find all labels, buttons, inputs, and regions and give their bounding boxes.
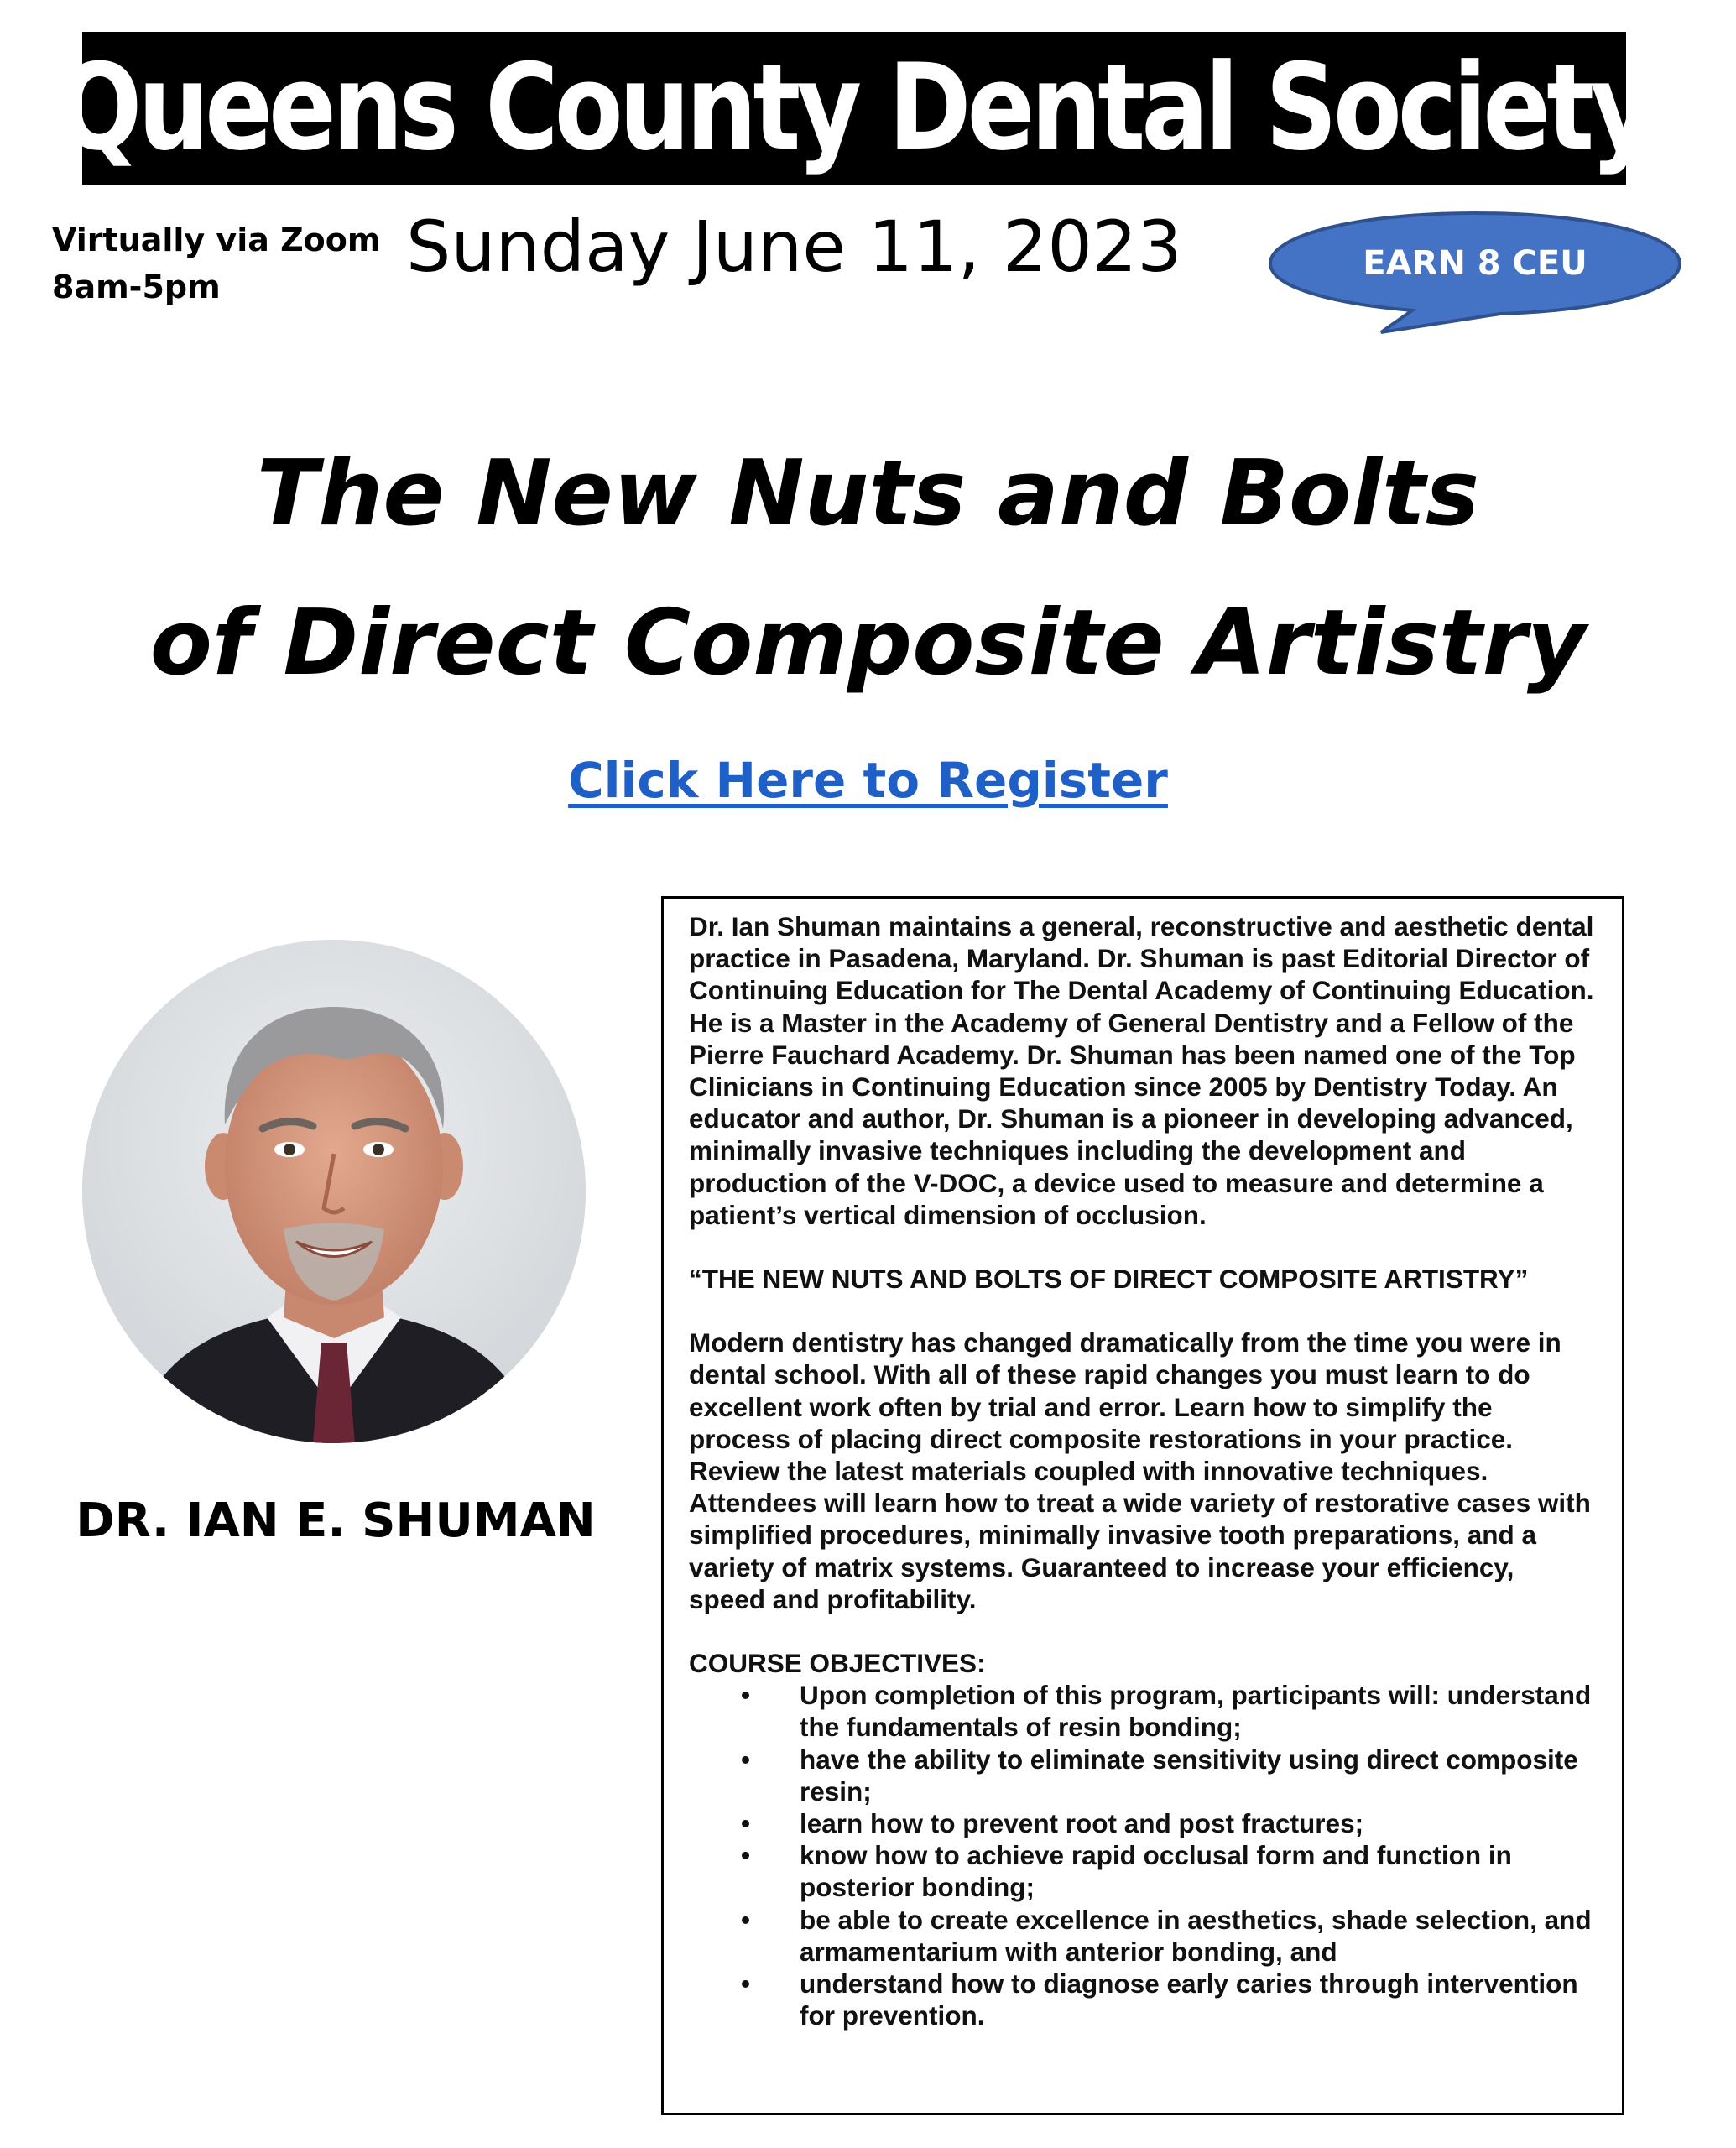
objective-text: have the ability to eliminate sensitivity using direct composite resin; [800,1744,1578,1807]
objective-item [689,1807,1597,1839]
event-date: Sunday June 11, 2023 [406,206,1182,288]
objective-item [689,1679,1597,1743]
bullet-icon: • [741,1808,751,1839]
bullet-icon: • [741,1840,751,1871]
objective-item [689,1839,1597,1903]
course-heading: “THE NEW NUTS AND BOLTS OF DIRECT COMPOSITE ARTISTRY” [689,1264,1529,1295]
bullet-icon: • [741,1904,751,1935]
speaker-bio: Dr. Ian Shuman maintains a general, reconstructive and aesthetic dental practice in Pasadena, Maryland. Dr. Shuman is past Editorial Director of Continuing Education for The Dental Academy of Continuing Education. He is a Master in the Academy of General Dentistry and a Fellow of the Pierre Fauchard Academy. Dr. Shuman has been named one of the Top Clinicians in Continuing Education since 2005 by Dentistry Today. An educator and author, Dr. Shuman is a pioneer in developing advanced, minimally invasive techniques including the development and production of the V-DOC, a device used to measure and determine a patient’s vertical dimension of occlusion. [689,911,1594,1230]
ceu-badge [1265,210,1685,336]
course-title-line-2: of Direct Composite Artistry [149,591,1587,696]
speaker-photo [82,940,586,1443]
speaker-portrait-image [82,940,586,1443]
objectives-list [689,1679,1597,2031]
bullet-icon: • [741,1968,751,1999]
event-mode: Virtually via Zoom [52,222,381,258]
speaker-name: DR. IAN E. SHUMAN [76,1494,596,1548]
objective-text: be able to create excellence in aesthetics, shade selection, and armamentarium with anterior bonding, and [800,1904,1592,1967]
objective-text: understand how to diagnose early caries through intervention for prevention. [800,1968,1578,2031]
objective-item [689,1968,1597,2031]
event-time: 8am-5pm [52,268,221,305]
organization-title: Queens County Dental Society [57,39,1651,177]
objective-text: know how to achieve rapid occlusal form and function in posterior bonding; [800,1840,1512,1903]
bullet-icon: • [741,1744,751,1775]
course-description-box [661,896,1624,2115]
header-banner [57,32,1651,185]
objective-item [689,1744,1597,1807]
bullet-icon: • [741,1680,751,1711]
course-title [0,420,1736,718]
objectives-heading: COURSE OBJECTIVES: [689,1648,986,1679]
course-title-line-1: The New Nuts and Bolts [256,441,1480,546]
objective-text: Upon completion of this program, participants will: understand the fundamentals of resin bonding; [800,1680,1592,1743]
objective-item [689,1904,1597,1968]
event-location-time [52,216,380,310]
course-overview: Modern dentistry has changed dramatically from the time you were in dental school. With all of these rapid changes you must learn to do excellent work often by trial and error. Learn how to simplify the process of placing direct composite restorations in your practice. Review the latest materials coupled with innovative techniques. Attendees will learn how to treat a wide variety of restorative cases with simplified procedures, minimally invasive tooth preparations, and a variety of matrix systems. Guaranteed to increase your efficiency, speed and profitability. [689,1327,1591,1614]
objective-text: learn how to prevent root and post fractures; [800,1808,1364,1839]
ceu-badge-label: EARN 8 CEU [1363,244,1587,283]
register-link[interactable]: Click Here to Register [568,752,1168,809]
